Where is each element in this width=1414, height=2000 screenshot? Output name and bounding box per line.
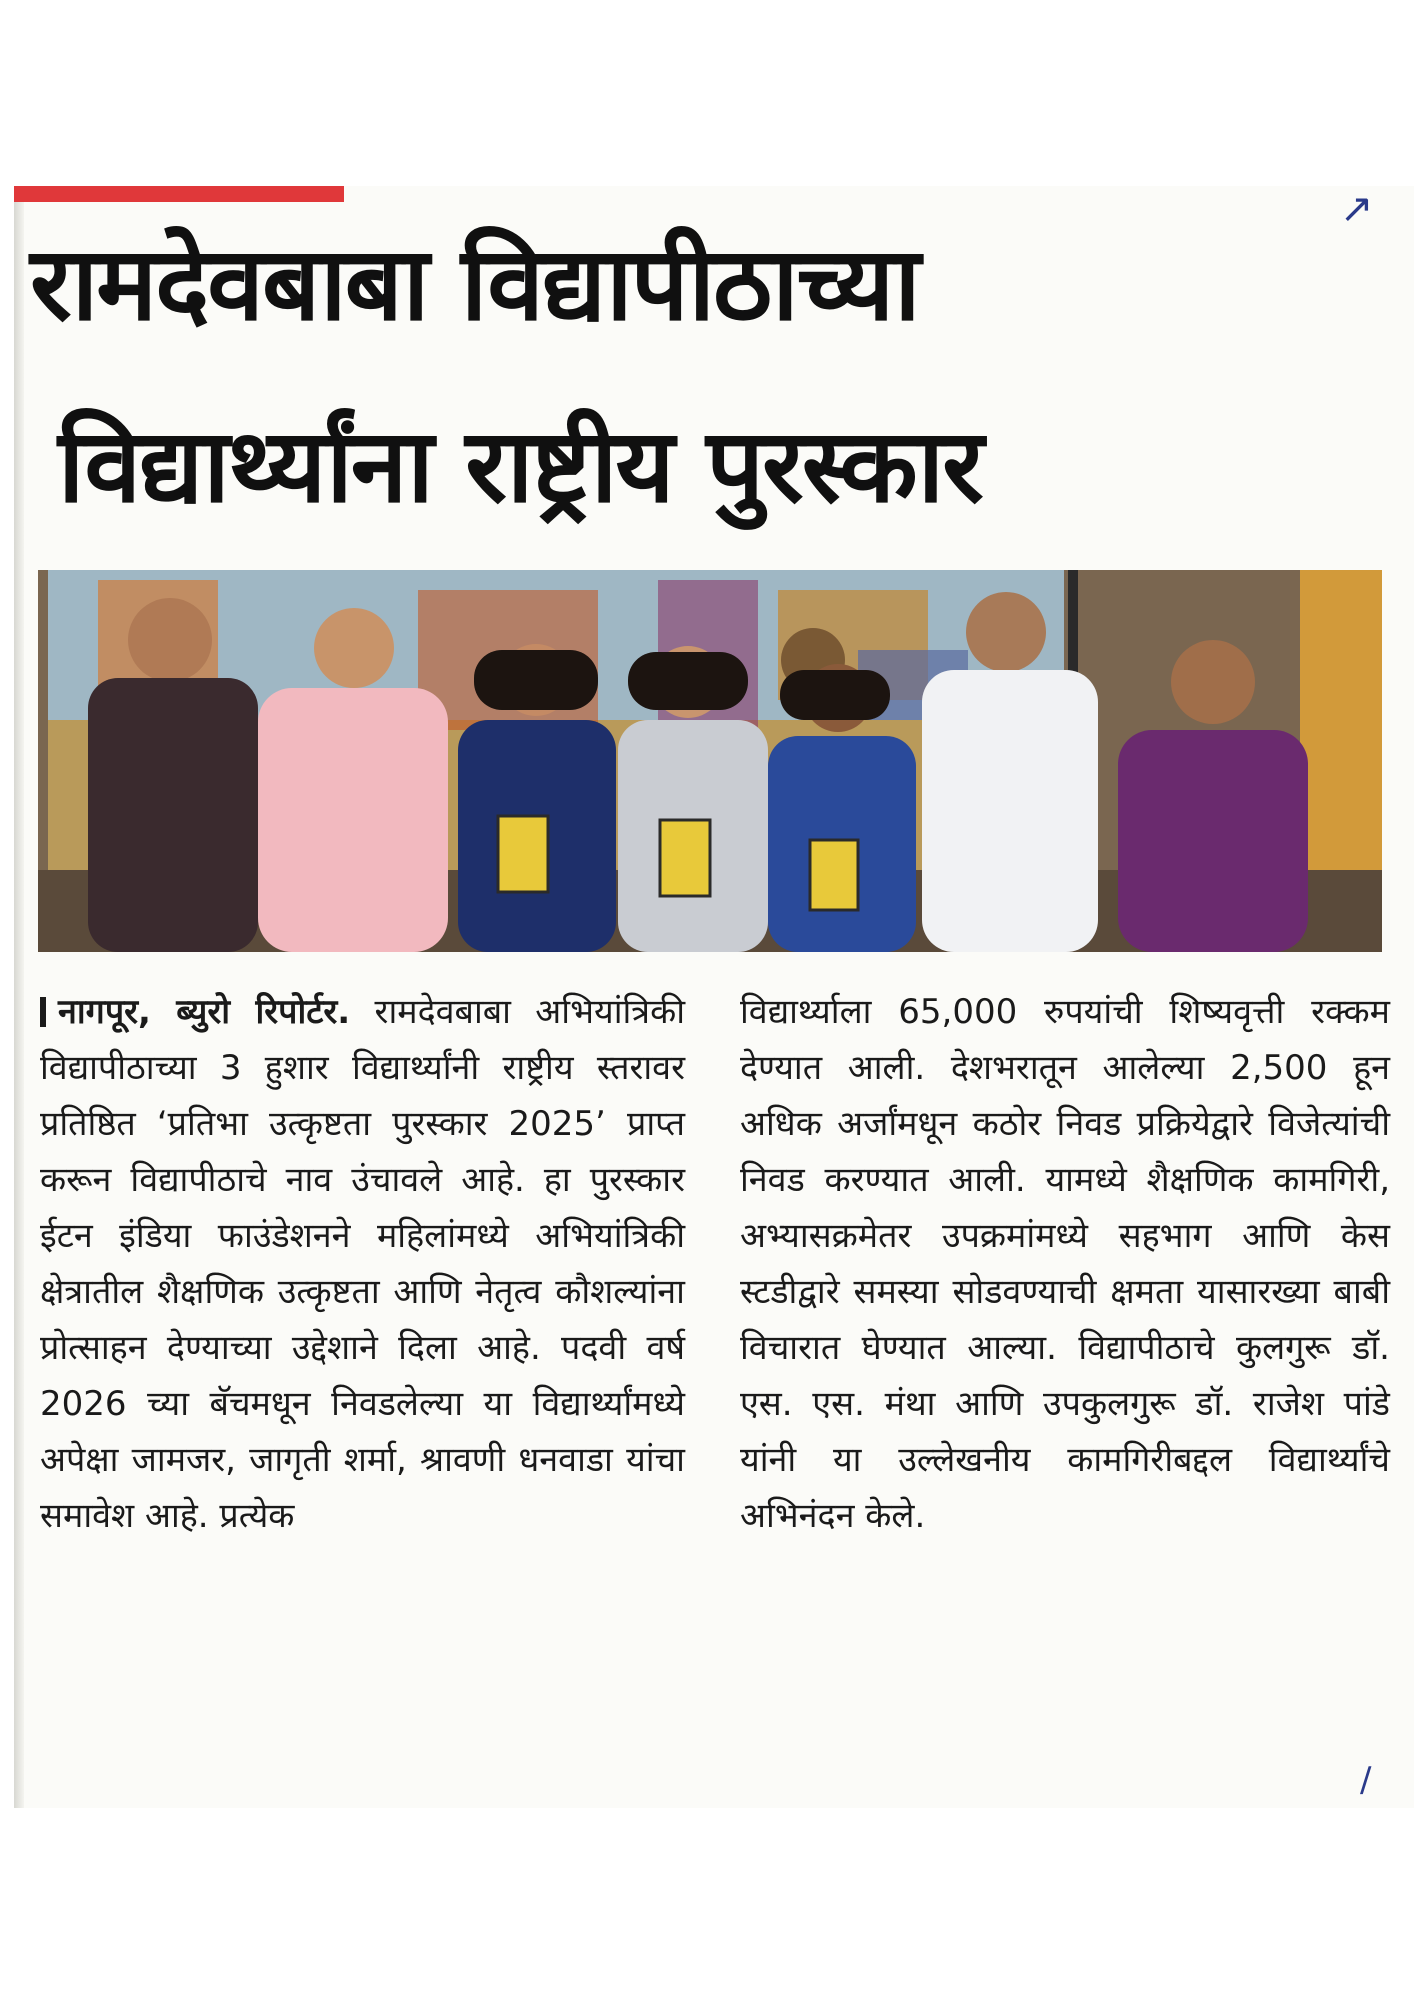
article-lead: नागपूर, ब्युरो रिपोर्टर. [58, 992, 351, 1032]
person-4 [618, 646, 768, 952]
article-col1-text: रामदेवबाबा अभियांत्रिकी विद्यापीठाच्या 3 हुशार विद्यार्थ्यांनी राष्ट्रीय स्तरावर प्रतिष्ठित ‘प्रतिभा उत्कृष्टता पुरस्कार 2025’ प्राप्त करून विद्यापीठाचे नाव उंचावले आहे. हा पुरस्कार ईटन इंडिया फाउंडेशनने महिलांमध्ये अभियांत्रिकी क्षेत्रातील शैक्षणिक उत्कृष्टता आणि नेतृत्व कौशल्यांना प्रोत्साहन देण्याच्या उद्देशाने दिला आहे. पदवी वर्ष 2026 च्या बॅचमधून निवडलेल्या या विद्यार्थ्यांमध्ये अपेक्षा जामजर, जागृती शर्मा, श्रावणी धनवाडा यांचा समावेश आहे. प्रत्येक [40, 992, 685, 1536]
bullet-marker [40, 997, 46, 1027]
person-3 [458, 644, 616, 952]
photo-illustration [38, 570, 1382, 952]
paper-fold-edge [14, 186, 24, 1808]
award-plaque [810, 840, 858, 910]
headline-line-1: रामदेवबाबा विद्यापीठाच्या [30, 225, 919, 344]
award-plaque [498, 816, 548, 892]
red-header-strip [14, 186, 344, 202]
headline-line-2: विद्यार्थ्यांना राष्ट्रीय पुरस्कार [58, 407, 982, 526]
award-plaque [660, 820, 710, 896]
award-group-photo [38, 570, 1382, 952]
pen-mark-bottom-right: ∕ [1360, 1760, 1372, 1800]
pen-mark-top-right: ↗ [1340, 186, 1374, 232]
article-column-2: विद्यार्थ्याला 65,000 रुपयांची शिष्यवृत्ती रक्कम देण्यात आली. देशभरातून आलेल्या 2,500 हून अधिक अर्जांमधून कठोर निवड प्रक्रियेद्वारे विजेत्यांची निवड करण्यात आली. यामध्ये शैक्षणिक कामगिरी, अभ्यासक्रमेतर उपक्रमांमध्ये सहभाग आणि केस स्टडीद्वारे समस्या सोडवण्याची क्षमता यासारख्या बाबी विचारात घेण्यात आल्या. विद्यापीठाचे कुलगुरू डॉ. एस. एस. मंथा आणि उपकुलगुरू डॉ. राजेश पांडे यांनी या उल्लेखनीय कामगिरीबद्दल विद्यार्थ्यांचे अभिनंदन केले. [740, 992, 1390, 1536]
article-column-1 [40, 984, 685, 1544]
